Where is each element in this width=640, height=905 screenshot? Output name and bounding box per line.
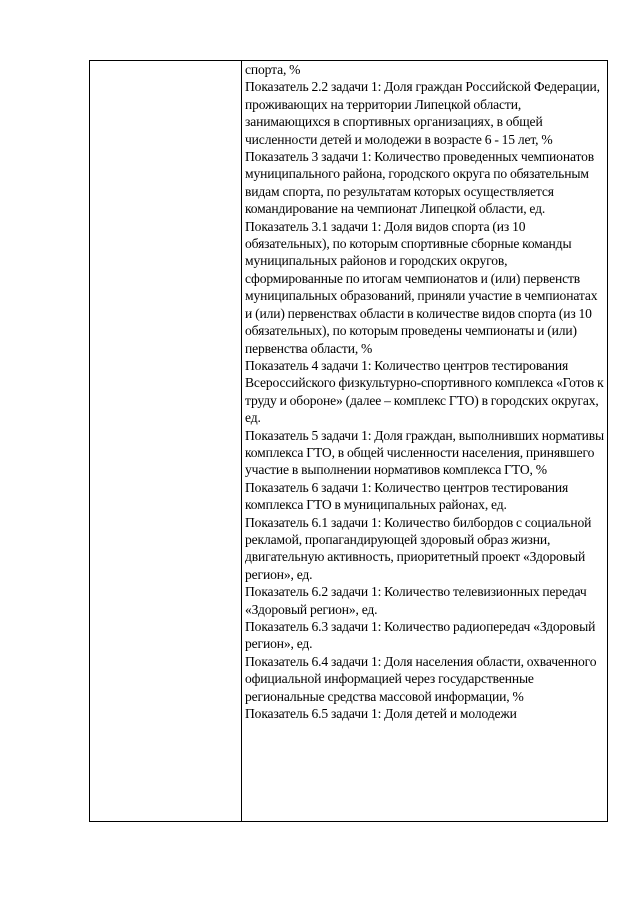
indicators-table: [89, 60, 608, 822]
paragraph-indicator-2-2: Показатель 2.2 задачи 1: Доля граждан Российской Федерации, проживающих на территории Липецкой области, занимающихся в спортивных организациях, в общей численности детей и молодежи в возрасте 6 - 15 лет, %: [245, 79, 600, 147]
left-cell: [90, 61, 242, 822]
indicators-text: [242, 61, 607, 722]
paragraph-indicator-6-1: Показатель 6.1 задачи 1: Количество билбордов с социальной рекламой, пропагандирующей здоровый образ жизни, двигательную активность, приоритетный проект «Здоровый регион», ед.: [245, 514, 592, 582]
indicators-cell: [242, 61, 608, 822]
paragraph-indicator-6: Показатель 6 задачи 1: Количество центров тестирования комплекса ГТО в муниципальных районах, ед.: [245, 479, 569, 513]
paragraph-sport-percent-tail: спорта, %: [245, 62, 301, 77]
table-row: [90, 61, 608, 822]
paragraph-indicator-5: Показатель 5 задачи 1: Доля граждан, выполнивших нормативы комплекса ГТО, в общей численности населения, принявшего участие в выполнении нормативов комплекса ГТО, %: [245, 427, 605, 478]
paragraph-indicator-6-5: Показатель 6.5 задачи 1: Доля детей и молодежи: [245, 706, 517, 722]
paragraph-indicator-3-1: Показатель 3.1 задачи 1: Доля видов спорта (из 10 обязательных), по которым спортивные сборные команды муниципальных районов и городских округов, сформированные по итогам чемпионатов и (или) первенств муниципальных образований, приняли участие в чемпионатах и (или) первенствах области в количестве видов спорта (из 10 обязательных), по которым проведены чемпионаты и (или) первенства области, %: [245, 218, 598, 356]
paragraph-indicator-6-2: Показатель 6.2 задачи 1: Количество телевизионных передач «Здоровый регион», ед.: [245, 584, 587, 617]
paragraph-indicator-6-3: Показатель 6.3 задачи 1: Количество радиопередач «Здоровый регион», ед.: [245, 619, 596, 652]
paragraph-indicator-6-4: Показатель 6.4 задачи 1: Доля населения области, охваченного официальной информацией через государственные региональные средства массовой информации, %: [245, 653, 597, 704]
paragraph-indicator-3: Показатель 3 задачи 1: Количество проведенных чемпионатов муниципального района, городского округа по обязательным видам спорта, по результатам которых осуществляется командирование на чемпионат Липецкой области, ед.: [245, 149, 595, 217]
paragraph-indicator-4: Показатель 4 задачи 1: Количество центров тестирования Всероссийского физкультурно-спортивного комплекса «Готов к труду и обороне» (далее – комплекс ГТО) в городских округах, ед.: [245, 357, 604, 426]
